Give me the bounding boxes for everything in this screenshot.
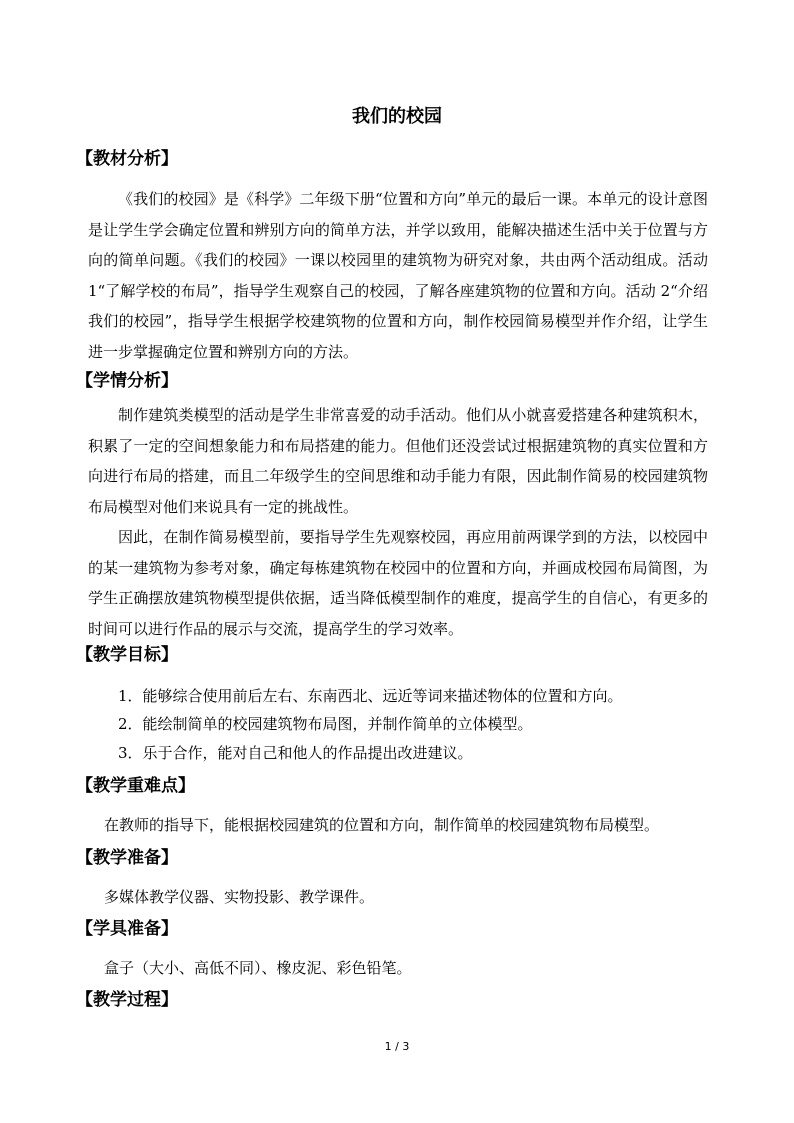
page-number: 1 / 3 — [384, 1040, 410, 1053]
teaching-prep-text: 多媒体教学仪器、实物投影、教学课件。 — [104, 888, 375, 906]
goal-item-2: 2．能绘制简单的校园建筑物布局图，并制作简单的立体模型。 — [118, 715, 533, 733]
key-points-text: 在教师的指导下，能根据校园建筑的位置和方向，制作简单的校园建筑物布局模型。 — [104, 816, 660, 834]
paragraph-material-analysis: 《我们的校园》是《科学》二年级下册“位置和方向”单元的最后一课。本单元的设计意图是让学生学会确定位置和辨别方向的简单方法，并学以致用，能解决描述生活中关于位置与方向的简单问题。《我们的校园》一课以校园里的建筑物为研究对象，共由两个活动组成。活动 1“了解学校的布局”，指导学生观察自己的校园，了解各座建筑物的位置和方向。活动 2“介绍我们的校园”，指导学生根据学校建筑物的位置和方向，制作校园简易模型并作介绍，让学生进一步掌握确定位置和辨别方向的方法。 — [88, 190, 708, 361]
heading-teaching-prep: 【教学准备】 — [76, 848, 178, 868]
document-title: 我们的校园 — [352, 106, 442, 127]
heading-teaching-goals: 【教学目标】 — [76, 645, 178, 665]
paragraph-student-analysis-1: 制作建筑类模型的活动是学生非常喜爱的动手活动。他们从小就喜爱搭建各种建筑积木，积累了一定的空间想象能力和布局搭建的能力。但他们还没尝试过根据建筑物的真实位置和方向进行布局的搭建，而且二年级学生的空间思维和动手能力有限，因此制作简易的校园建筑物布局模型对他们来说具有一定的挑战性。 — [88, 406, 708, 516]
heading-material-analysis: 【教材分析】 — [76, 149, 178, 169]
heading-key-points: 【教学重难点】 — [76, 776, 195, 796]
heading-teaching-process: 【教学过程】 — [76, 990, 178, 1010]
paragraph-student-analysis-2: 因此，在制作简易模型前，要指导学生先观察校园，再应用前两课学到的方法，以校园中的某一建筑物为参考对象，确定每栋建筑物在校园中的位置和方向，并画成校园布局简图，为学生正确摆放建筑物模型提供依据，适当降低模型制作的难度，提高学生的自信心，有更多的时间可以进行作品的展示与交流，提高学生的学习效率。 — [88, 528, 708, 638]
heading-student-analysis: 【学情分析】 — [76, 371, 178, 391]
goal-item-3: 3．乐于合作，能对自己和他人的作品提出改进建议。 — [118, 744, 473, 762]
student-prep-text: 盒子（大小、高低不同）、橡皮泥、彩色铅笔。 — [104, 959, 412, 977]
heading-student-prep: 【学具准备】 — [76, 919, 178, 939]
goal-item-1: 1．能够综合使用前后左右、东南西北、远近等词来描述物体的位置和方向。 — [118, 687, 623, 705]
